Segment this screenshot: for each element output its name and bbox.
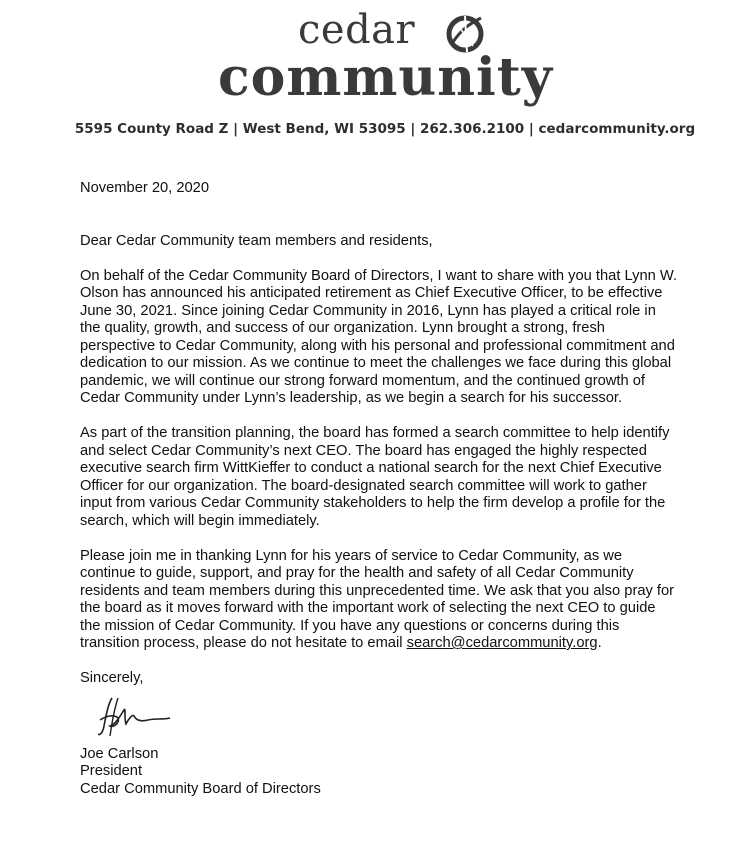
handwritten-signature	[98, 694, 178, 740]
logo-text-cedar: cedar	[298, 7, 416, 53]
email-link[interactable]: search@cedarcommunity.org	[406, 635, 598, 651]
paragraph-3-text: Please join me in thanking Lynn for his years of service to Cedar Community, as we continue to guide, support, and pray for the health and safety of all Cedar Community residents and team members during this unprecedented time. We ask that you also pray for the board as it moves forward with the important work of selecting the next CEO to guide the mission of Cedar Community. If you have any questions or concerns during this transition process, please do not hesitate to email	[80, 547, 675, 651]
salutation: Dear Cedar Community team members and residents,	[80, 232, 433, 249]
letterhead	[0, 0, 754, 150]
letter-date: November 20, 2020	[80, 180, 210, 196]
paragraph-1: On behalf of the Cedar Community Board of Directors, I want to share with you that Lynn W. Olson has announced his anticipated retirement as Chief Executive Officer, to be effective June 30, 2021. Since joining Cedar Community in 2016, Lynn has played a critical role in the quality, growth, and success of our organization. Lynn brought a strong, fresh perspective to Cedar Community, along with his personal and professional commitment and dedication to our mission. As we continue to meet the challenges we face during this global pandemic, we will continue our strong forward momentum, and the continued growth of Cedar Community under Lynn’s leadership, as we begin a search for his successor.	[80, 267, 678, 406]
paragraph-2: As part of the transition planning, the board has formed a search committee to help identify and select Cedar Community’s next CEO. The board has engaged the highly respected executive search firm WittKieffer to conduct a national search for the next Chief Executive Officer for our organization. The board-designated search committee will work to gather input from various Cedar Community stakeholders to help the firm develop a profile for the search, which will begin immediately.	[80, 425, 670, 529]
letterhead-address: 5595 County Road Z | West Bend, WI 53095 | 262.306.2100 | cedarcommunity.org	[74, 121, 696, 137]
closing: Sincerely,	[80, 670, 144, 686]
logo-text-community: community	[218, 47, 553, 108]
email-trailing-period: .	[597, 635, 602, 651]
signer-name: Joe Carlson	[80, 745, 159, 762]
paragraph-3	[80, 548, 680, 653]
signer-title: President	[80, 763, 143, 779]
letter-body	[80, 180, 680, 798]
signer-organization: Cedar Community Board of Directors	[80, 780, 321, 797]
